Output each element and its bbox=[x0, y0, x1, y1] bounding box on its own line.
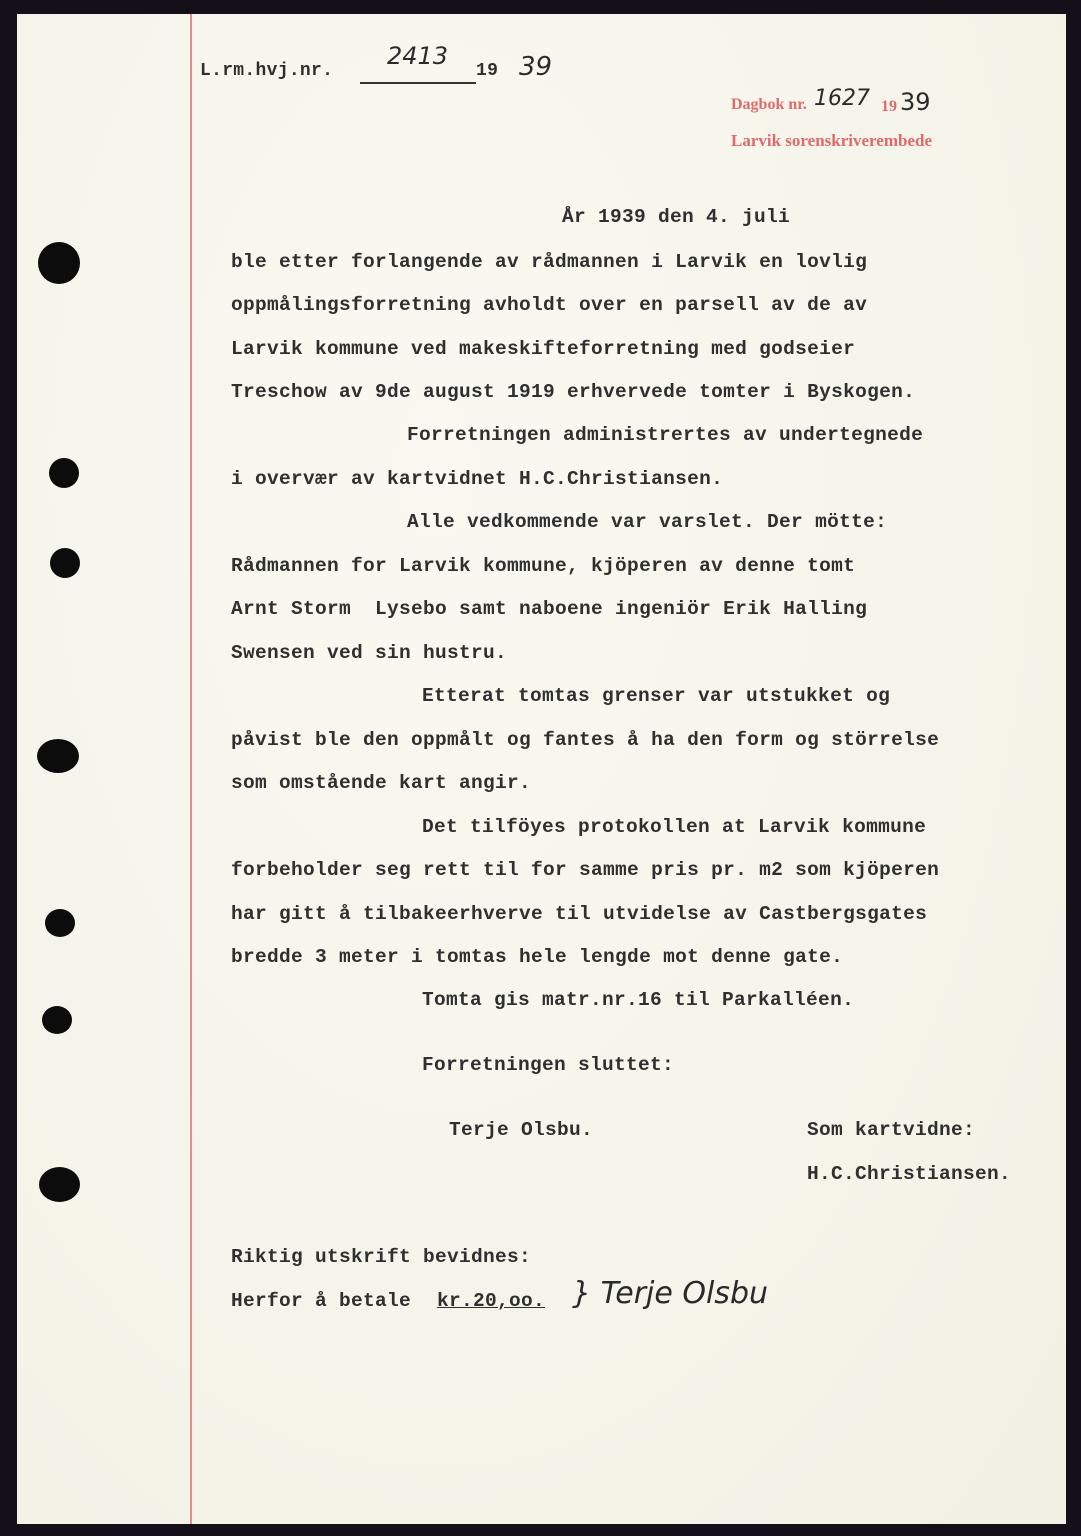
punch-hole bbox=[37, 739, 79, 773]
body-line: Swensen ved sin hustru. bbox=[231, 642, 508, 664]
body-line: oppmålingsforretning avholdt over en parsell av de av bbox=[231, 294, 868, 316]
body-line: Det tilföyes protokollen at Larvik kommune bbox=[422, 816, 927, 838]
body-line: Treschow av 9de august 1919 erhvervede tomter i Byskogen. bbox=[231, 381, 916, 403]
ref-year-suffix: 39 bbox=[519, 52, 553, 82]
body-line: har gitt å tilbakeerhverve til utvidelse av Castbergsgates bbox=[231, 903, 928, 925]
punch-hole bbox=[38, 242, 80, 284]
stamp-dagbok-number: 1627 bbox=[814, 86, 870, 111]
witness-label: Som kartvidne: bbox=[807, 1119, 976, 1141]
body-line: ble etter forlangende av rådmannen i Larvik en lovlig bbox=[231, 251, 868, 273]
punch-hole bbox=[39, 1167, 80, 1202]
punch-hole bbox=[50, 548, 80, 578]
body-line: Larvik kommune ved makeskifteforretning med godseier bbox=[231, 338, 856, 360]
body-line: Rådmannen for Larvik kommune, kjöperen av denne tomt bbox=[231, 555, 856, 577]
certification-text: Riktig utskrift bevidnes: bbox=[231, 1246, 532, 1268]
body-line: påvist ble den oppmålt og fantes å ha den form og störrelse bbox=[231, 729, 940, 751]
stamp-year-prefix: 19 bbox=[881, 98, 897, 115]
date-line: År 1939 den 4. juli bbox=[562, 206, 791, 228]
closing-line: Forretningen sluttet: bbox=[422, 1054, 675, 1076]
body-line: forbeholder seg rett til for samme pris pr. m2 som kjöperen bbox=[231, 859, 940, 881]
punch-hole bbox=[45, 909, 75, 937]
body-line: i overvær av kartvidnet H.C.Christiansen. bbox=[231, 468, 724, 490]
body-line: Etterat tomtas grenser var utstukket og bbox=[422, 685, 891, 707]
ref-underline bbox=[360, 82, 476, 84]
fee-label: Herfor å betale bbox=[231, 1290, 412, 1312]
body-line: Arnt Storm Lysebo samt naboene ingeniör Erik Halling bbox=[231, 598, 868, 620]
ref-number: 2413 bbox=[387, 42, 449, 70]
punch-hole bbox=[42, 1006, 72, 1034]
body-line: Tomta gis matr.nr.16 til Parkalléen. bbox=[422, 989, 855, 1011]
body-line: bredde 3 meter i tomtas hele lengde mot denne gate. bbox=[231, 946, 844, 968]
body-line: som omstående kart angir. bbox=[231, 772, 532, 794]
red-margin-line bbox=[190, 14, 192, 1524]
fee-amount: kr.20,oo. bbox=[437, 1290, 546, 1312]
witness-name: H.C.Christiansen. bbox=[807, 1163, 1012, 1185]
signer-name: Terje Olsbu. bbox=[449, 1119, 594, 1141]
stamp-dagbok-label: Dagbok nr. bbox=[731, 96, 807, 113]
stamp-year-suffix: 39 bbox=[900, 88, 931, 116]
document-page bbox=[17, 14, 1066, 1524]
body-line: Alle vedkommende var varslet. Der mötte: bbox=[407, 511, 888, 533]
ref-label: L.rm.hvj.nr. bbox=[200, 61, 334, 81]
handwritten-signature: } Terje Olsbu bbox=[572, 1276, 768, 1311]
stamp-office: Larvik sorenskriverembede bbox=[731, 131, 932, 150]
punch-hole bbox=[49, 458, 79, 488]
ref-year-prefix: 19 bbox=[476, 61, 499, 81]
body-line: Forretningen administrertes av undertegnede bbox=[407, 424, 924, 446]
